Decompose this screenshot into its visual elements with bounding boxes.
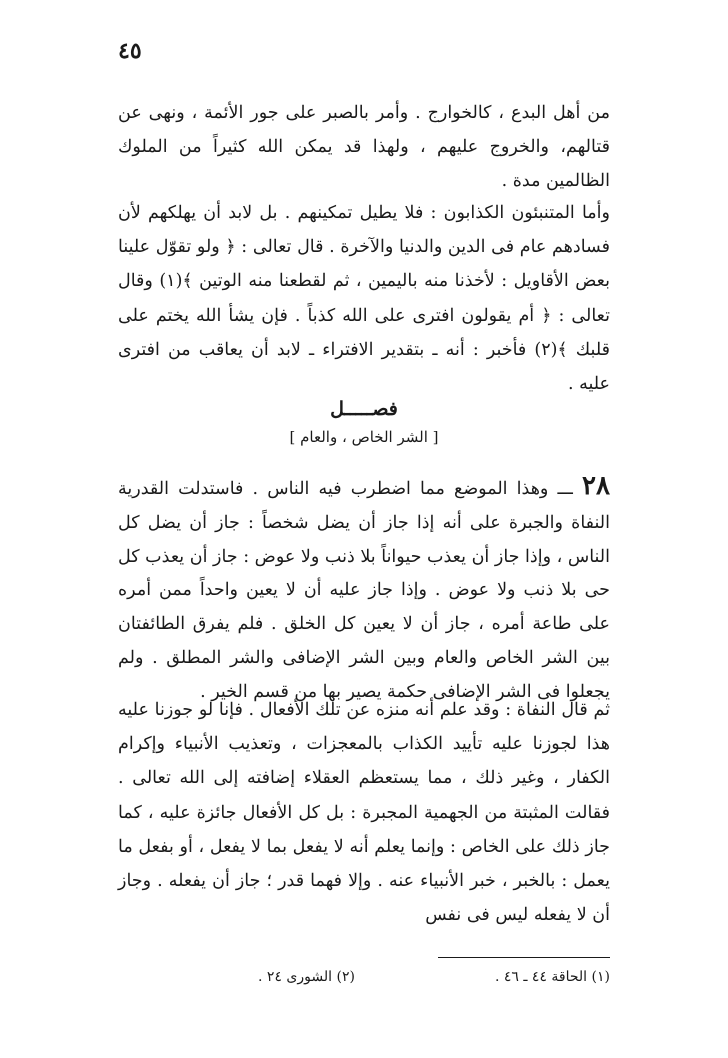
footnote-2: (٢) الشورى ٢٤ . [258,969,355,985]
section-subtitle: [ الشر الخاص ، والعام ] [289,428,439,446]
footnote-1: (١) الحاقة ٤٤ ـ ٤٦ . [494,969,610,985]
paragraph-28 [118,470,610,710]
paragraph-4: ثم قال النفاة : وقد علم أنه منزه عن تلك الأفعال . فإنا لو جوزنا عليه هذا لجوزنا عليه تأييد الكذاب بالمعجزات ، وتعذيب الأنبياء وإكرام الكفار ، وغير ذلك ، مما يستعظم العقلاء إضافته إلى الله تعالى . فقالت المثبتة من الجهمية المجبرة : بل كل الأفعال جائزة عليه ، كما جاز ذلك على الخاص : وإنما يعلم أنه لا يفعل بما لا يفعل ، أو بفعل ما يعمل : بالخبر ، خبر الأنبياء عنه . وإلا فهما قدر ؛ جاز أن يفعله . وجاز أن لا يفعله ليس فى نفس [118,700,610,926]
footnote-divider [438,957,610,958]
paragraph-2: وأما المتنبئون الكذابون : فلا يطيل تمكينهم . بل لابد أن يهلكهم لأن فسادهم عام فى الدين والدنيا والآخرة . قال تعالى : ﴿ ولو تقوّل علينا بعض الأقاويل : لأخذنا منه باليمين ، ثم لقطعنا منه الوتين ﴾(١) وقال تعالى : ﴿ أم يقولون افترى على الله كذباً . فإن يشأ الله يختم على قلبك ﴾(٢) فأخبر : أنه ـ بتقدير الافتراء ـ لابد أن يعاقب من افترى عليه . [118,203,610,395]
footnotes [118,966,610,988]
page-number: ٤٥ [118,38,142,64]
paragraph-1: من أهل البدع ، كالخوارج . وأمر بالصبر على جور الأئمة ، ونهى عن قتالهم، والخروج عليهم ، ولهذا قد يمكن الله كثيراً من الملوك الظالمين مدة . [118,103,610,192]
paragraph-number: ٢٨ [582,471,610,501]
paragraph-28-text: ـــ وهذا الموضع مما اضطرب فيه الناس . فاستدلت القدرية النفاة والجبرة على أنه إذا جاز أن يضل شخصاً : جاز أن يضل كل الناس ، وإذا جاز أن يعذب حيواناً بلا ذنب ولا عوض : جاز أن يعذب كل حى بلا ذنب ولا عوض . وإذا جاز عليه أن لا يعين واحداً ممن أمره على طاعة أمره ، جاز أن لا يعين كل الخلق . فلم يفرق الطائفتان بين الشر الخاص والعام وبين الشر الإضافى والشر المطلق . ولم يجعلوا فى الشر الإضافى حكمة يصير بها من قسم الخير . [118,479,610,702]
section-title: فصـــــل [330,398,398,420]
